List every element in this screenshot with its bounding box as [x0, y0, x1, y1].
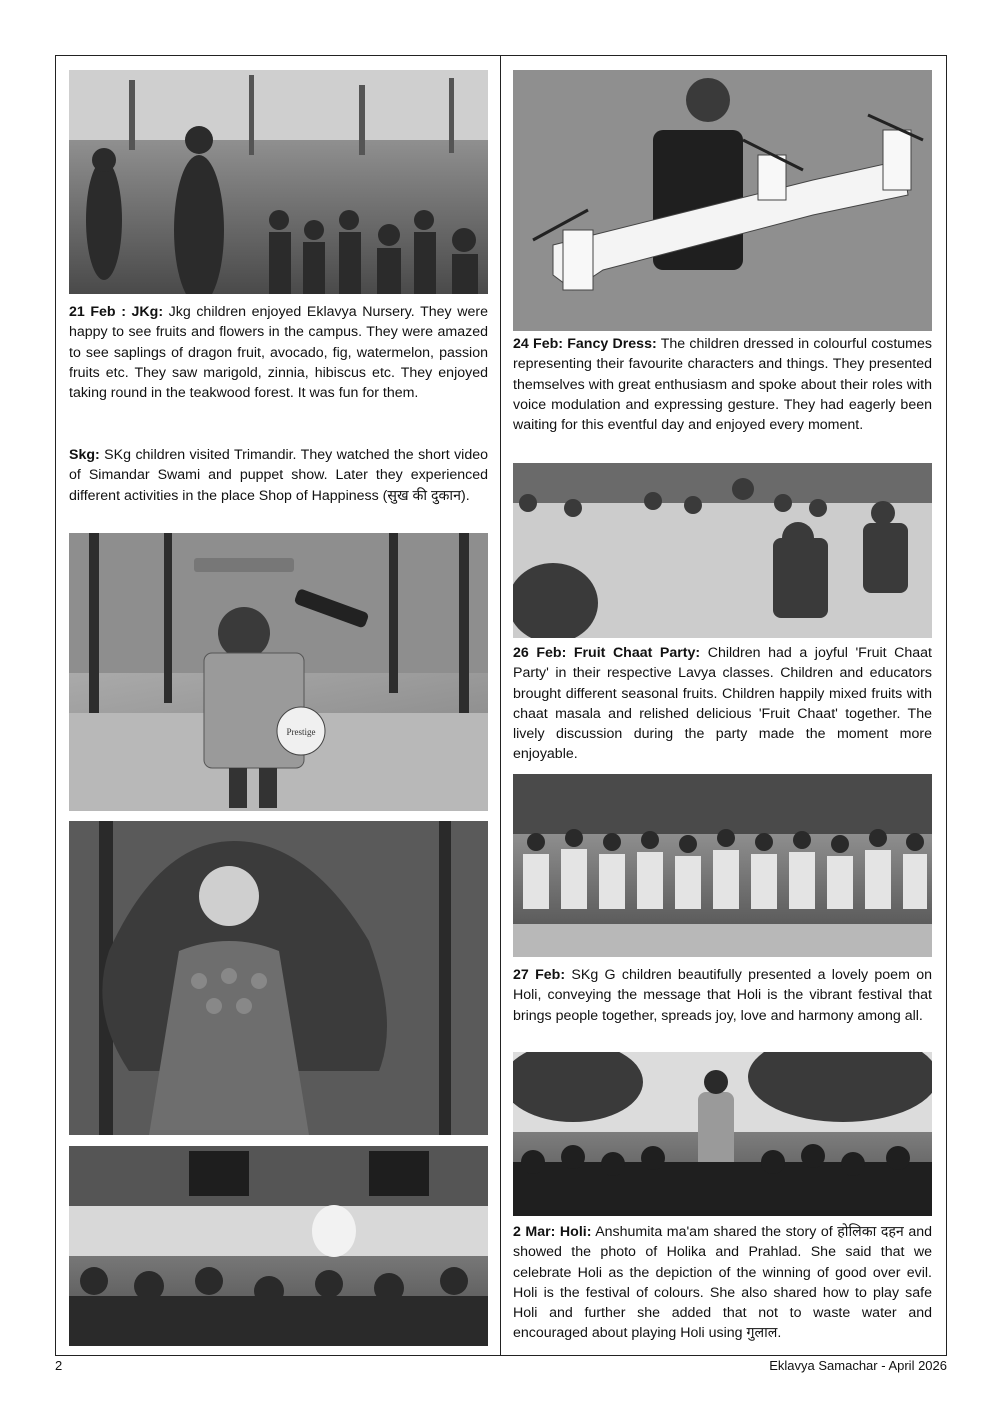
paragraph-body: Jkg children enjoyed Eklavya Nursery. They were happy to see fruits and flowers in the campus. They were amazed to see saplings of dragon fruit, avocado, fig, watermelon, passion fruits etc. They saw marigold, zinnia, hibiscus etc. They enjoyed taking round in the teakwood forest. It was fun for them. [69, 304, 488, 402]
paragraph-skg-trimandir [69, 445, 488, 506]
photo-poem-recitation [513, 774, 932, 957]
photo-helicopter-costume [513, 70, 932, 331]
paragraph-fancy-dress [513, 334, 932, 435]
photo-fruit-chaat-party [513, 463, 932, 638]
column-divider [500, 55, 501, 1356]
paragraph-body: SKg G children beautifully presented a lovely poem on Holi, conveying the message that Holi is the vibrant festival that brings people together, spreads joy, love and harmony among all. [513, 967, 932, 1024]
photo-peacock-costume [69, 821, 488, 1135]
paragraph-heading: 24 Feb: Fancy Dress: [513, 336, 657, 352]
paragraph-jkg-nursery [69, 302, 488, 403]
paragraph-heading: 21 Feb : JKg: [69, 304, 164, 320]
photo-nursery-visit [69, 70, 488, 294]
paragraph-holi-story [513, 1222, 932, 1344]
costume-label: Prestige [286, 727, 316, 737]
publication-name: Eklavya Samachar - April 2026 [769, 1358, 947, 1373]
paragraph-body: Anshumita ma'am shared the story of होलिका दहन and showed the photo of Holika and Prahlad. She said that we celebrate Holi as the depiction of the winning of good over evil. Holi is the festival of colours. She also shared how to play safe Holi and further she added that not to waste water and encouraged about playing Holi using गुलाल. [513, 1224, 932, 1342]
page-number: 2 [55, 1358, 63, 1373]
paragraph-heading: Skg: [69, 447, 100, 463]
paragraph-heading: 27 Feb: [513, 967, 566, 983]
paragraph-heading: 2 Mar: Holi: [513, 1224, 592, 1240]
paragraph-body: Children had a joyful 'Fruit Chaat Party' in their respective Lavya classes. Children and educators brought different seasonal fruits. Children happily mixed fruits with chaat masala and relished delicious 'Fruit Chaat' together. The lively discussion during the party made the moment more enjoyable. [513, 645, 932, 763]
paragraph-fruit-chaat [513, 643, 932, 765]
paragraph-body: The children dressed in colourful costumes representing their favourite characters and things. They presented themselves with great enthusiasm and spoke about their roles with voice modulation and expressing gesture. They had eagerly been waiting for this eventful day and enjoyed every moment. [513, 336, 932, 434]
photo-puppet-show [69, 1146, 488, 1346]
photo-holi-story [513, 1052, 932, 1216]
paragraph-holi-poem [513, 965, 932, 1026]
paragraph-heading: 26 Feb: Fruit Chaat Party: [513, 645, 701, 661]
photo-pressure-cooker-costume [69, 533, 488, 811]
paragraph-body: SKg children visited Trimandir. They watched the short video of Simandar Swami and puppet show. Later they experienced different activities in the place Shop of Happiness (सुख की दुकान). [69, 447, 488, 504]
